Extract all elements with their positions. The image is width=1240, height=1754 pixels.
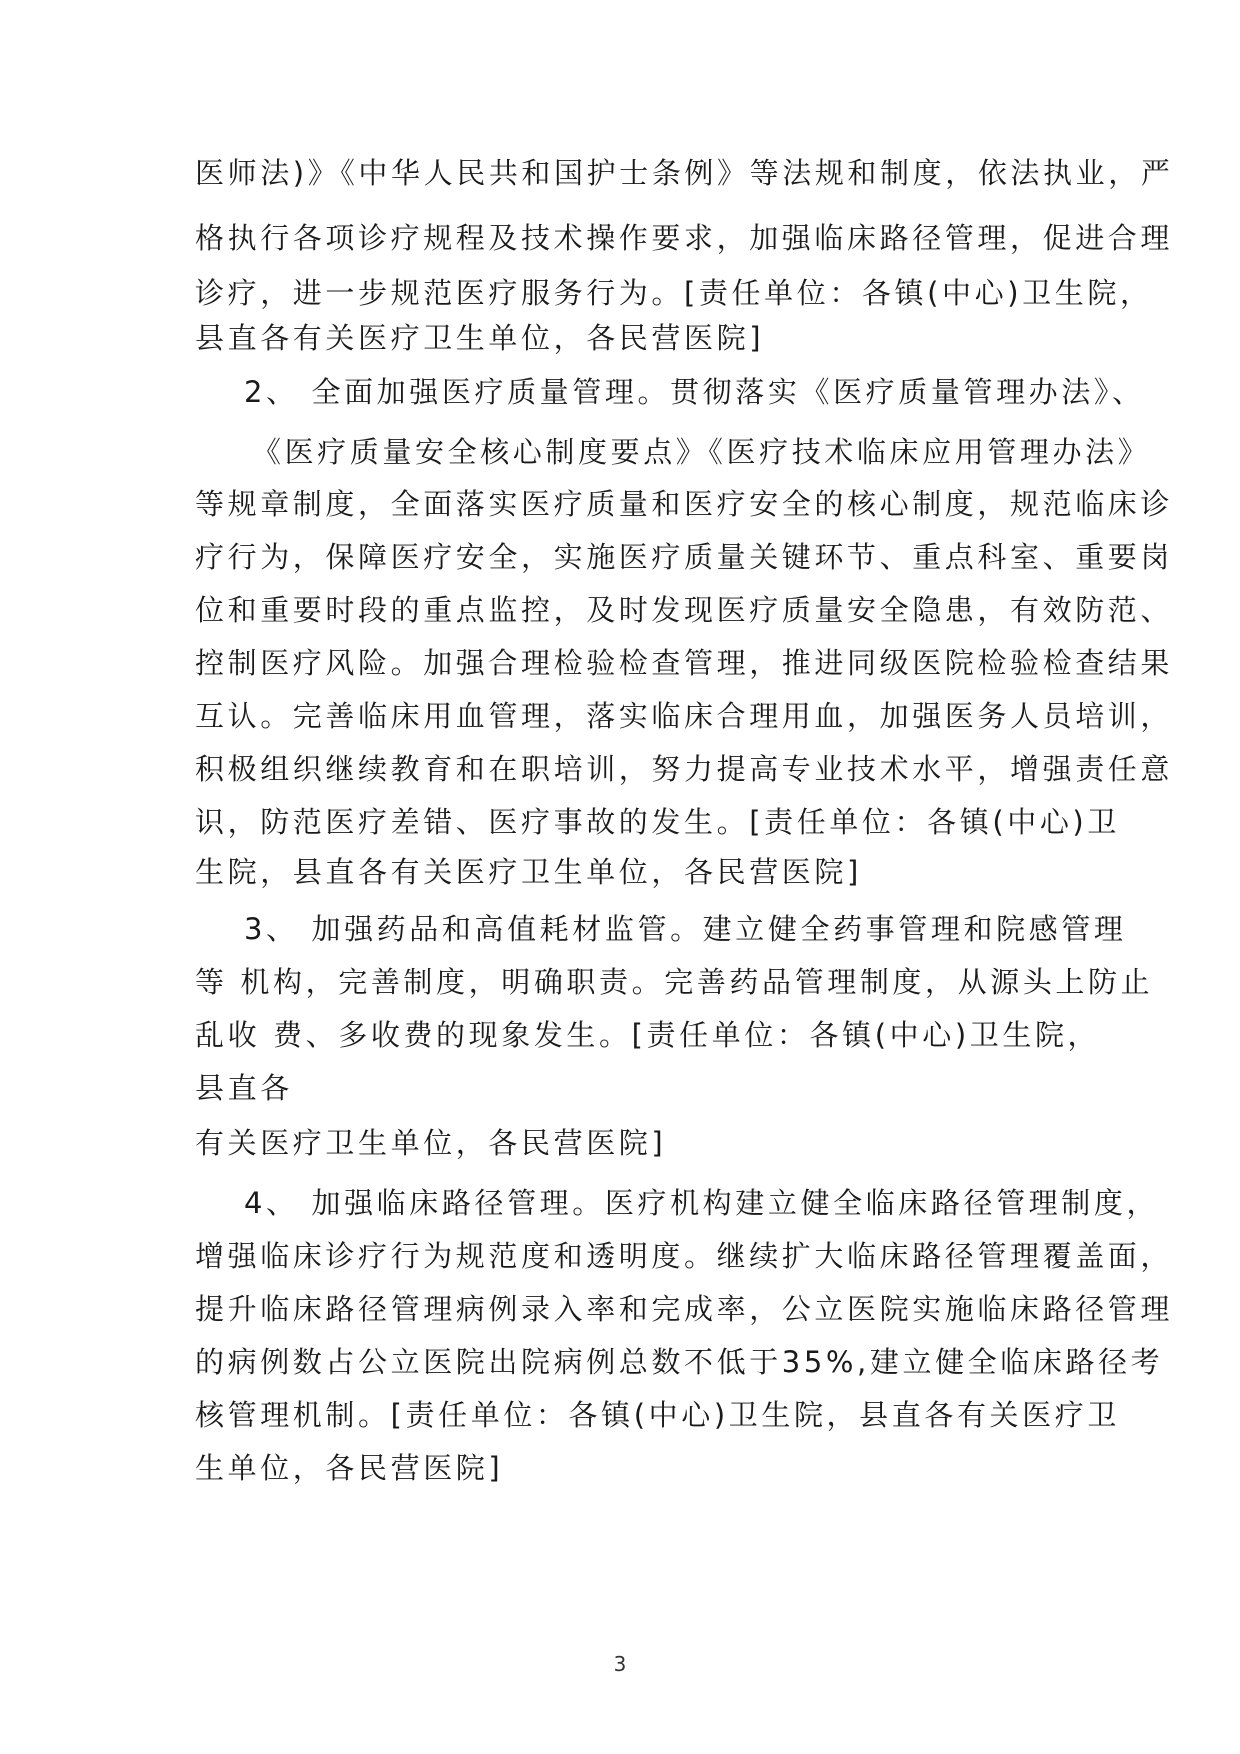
text-line-12: 积极组织继续教育和在职培训，努力提高专业技术水平，增强责任意 [195,752,1174,786]
text-line-18: 县直各 [195,1071,293,1105]
text-line-24: 核管理机制。[责任单位：各镇(中心)卫生院，县直各有关医疗卫 [195,1398,1120,1432]
text-line-21: 增强临床诊疗行为规范度和透明度。继续扩大临床路径管理覆盖面， [195,1239,1174,1273]
text-line-1: 医师法)》《中华人民共和国护士条例》等法规和制度，依法执业，严 [195,156,1174,190]
section-4-heading-line: 4、 加强临床路径管理。医疗机构建立健全临床路径管理制度， [244,1186,1160,1220]
section-2-heading-line: 2、 全面加强医疗质量管理。贯彻落实《医疗质量管理办法》、 [244,375,1145,409]
text-line-2: 格执行各项诊疗规程及技术操作要求，加强临床路径管理，促进合理 [195,221,1174,255]
text-line-7: 等规章制度，全面落实医疗质量和医疗安全的核心制度，规范临床诊 [195,487,1174,521]
text-line-3: 诊疗，进一步规范医疗服务行为。[责任单位：各镇(中心)卫生院， [195,276,1153,310]
text-line-11: 互认。完善临床用血管理，落实临床合理用血，加强医务人员培训， [195,699,1174,733]
text-line-23: 的病例数占公立医院出院病例总数不低于35%,建立健全临床路径考 [195,1345,1164,1379]
text-line-4: 县直各有关医疗卫生单位，各民营医院] [195,321,765,355]
text-line-6: 《医疗质量安全核心制度要点》《医疗技术临床应用管理办法》 [252,435,1151,469]
text-line-13: 识，防范医疗差错、医疗事故的发生。[责任单位：各镇(中心)卫 [195,805,1120,839]
page-number: 3 [613,1652,627,1676]
text-line-16: 等 机构，完善制度，明确职责。完善药品管理制度，从源头上防止 [195,965,1154,999]
text-line-22: 提升临床路径管理病例录入率和完成率，公立医院实施临床路径管理 [195,1292,1174,1326]
text-line-17: 乱收 费、多收费的现象发生。[责任单位：各镇(中心)卫生院， [195,1018,1101,1052]
text-line-25: 生单位，各民营医院] [195,1451,504,1485]
text-line-10: 控制医疗风险。加强合理检验检查管理，推进同级医院检验检查结果 [195,646,1174,680]
text-line-8: 疗行为，保障医疗安全，实施医疗质量关键环节、重点科室、重要岗 [195,540,1174,574]
section-3-heading-line: 3、 加强药品和高值耗材监管。建立健全药事管理和院感管理 [244,912,1127,946]
text-line-9: 位和重要时段的重点监控，及时发现医疗质量安全隐患，有效防范、 [195,593,1174,627]
text-line-19: 有关医疗卫生单位，各民营医院] [195,1126,667,1160]
text-line-14: 生院，县直各有关医疗卫生单位，各民营医院] [195,855,862,889]
